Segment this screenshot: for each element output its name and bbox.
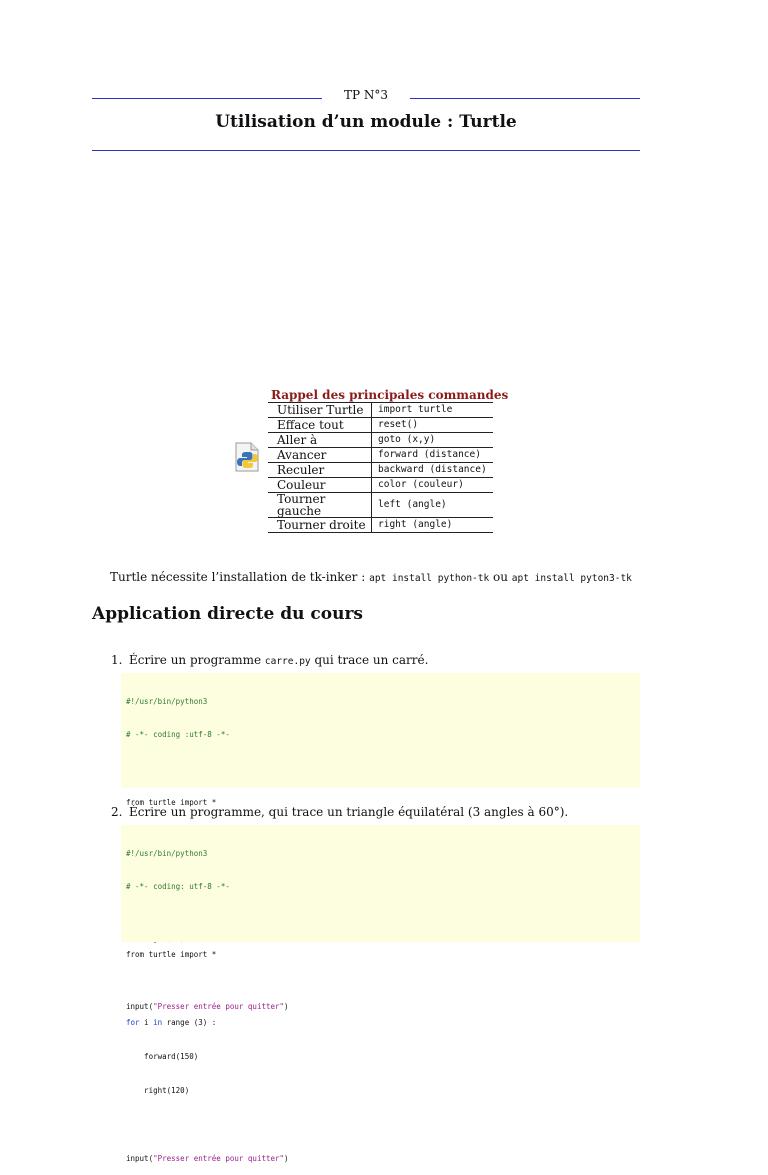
code-block-2 bbox=[121, 825, 640, 1163]
table-cell-label: Reculer bbox=[268, 463, 372, 478]
table-cell-command: goto (x,y) bbox=[372, 433, 494, 448]
code-line: for i in range (3) : bbox=[126, 1018, 217, 1028]
exercise-number: 2. bbox=[111, 805, 123, 819]
table-cell-command: forward (distance) bbox=[372, 448, 494, 463]
table-cell-label: Efface tout bbox=[268, 418, 372, 433]
table-cell-command: left (angle) bbox=[372, 493, 494, 518]
install-command-1: apt install python-tk bbox=[369, 573, 490, 584]
exercise-2-statement bbox=[111, 805, 568, 819]
code-line bbox=[126, 983, 640, 994]
exercise-text-end: qui trace un carré. bbox=[310, 653, 429, 667]
table-cell-label: Avancer bbox=[268, 448, 372, 463]
code-line bbox=[126, 915, 640, 926]
header-rule-right bbox=[410, 98, 640, 99]
table-row bbox=[268, 448, 493, 463]
code-line bbox=[126, 1119, 640, 1130]
tp-label: TP N°3 bbox=[343, 88, 389, 102]
code-line: input("Presser entrée pour quitter") bbox=[126, 1001, 289, 1011]
table-row bbox=[268, 463, 493, 478]
page-title: Utilisation d’un module : Turtle bbox=[215, 112, 517, 132]
table-cell-command: reset() bbox=[372, 418, 494, 433]
code-line bbox=[126, 763, 640, 774]
install-note-or: ou bbox=[489, 570, 512, 584]
table-row bbox=[268, 418, 493, 433]
exercise-filename: carre.py bbox=[264, 656, 311, 667]
table-cell-label: Tourner gauche bbox=[268, 493, 372, 518]
exercise-1-statement bbox=[111, 653, 428, 667]
table-cell-label: Utiliser Turtle bbox=[268, 403, 372, 418]
title-underline bbox=[92, 150, 640, 151]
table-cell-command: import turtle bbox=[372, 403, 494, 418]
exercise-text: Écrire un programme, qui trace un triangle équilatéral (3 angles à 60°). bbox=[129, 805, 569, 819]
code-line: # -*- coding :utf-8 -*- bbox=[126, 730, 230, 740]
commands-table bbox=[268, 402, 493, 533]
install-note bbox=[110, 570, 632, 584]
table-caption: Rappel des principales commandes bbox=[271, 388, 509, 402]
table-row bbox=[268, 403, 493, 418]
table-row bbox=[268, 518, 493, 533]
table-cell-label: Couleur bbox=[268, 478, 372, 493]
code-line: right(120) bbox=[126, 1085, 190, 1095]
code-line: #!/usr/bin/python3 bbox=[126, 696, 208, 706]
exercise-number: 1. bbox=[111, 653, 123, 667]
code-line: from turtle import * bbox=[126, 798, 217, 808]
table-cell-label: Tourner droite bbox=[268, 518, 372, 533]
exercise-text: Écrire un programme bbox=[129, 653, 265, 667]
python-file-icon bbox=[232, 442, 262, 472]
install-note-text: Turtle nécessite l’installation de tk-inker : bbox=[110, 570, 370, 584]
install-command-2: apt install pyton3-tk bbox=[511, 573, 632, 584]
table-cell-label: Aller à bbox=[268, 433, 372, 448]
table-row bbox=[268, 478, 493, 493]
table-row bbox=[268, 433, 493, 448]
code-line: # -*- coding: utf-8 -*- bbox=[126, 882, 230, 892]
code-line: from turtle import * bbox=[126, 950, 217, 960]
table-row bbox=[268, 493, 493, 518]
table-cell-command: right (angle) bbox=[372, 518, 494, 533]
table-cell-command: backward (distance) bbox=[372, 463, 494, 478]
code-line: #!/usr/bin/python3 bbox=[126, 848, 208, 858]
table-cell-command: color (couleur) bbox=[372, 478, 494, 493]
section-title: Application directe du cours bbox=[92, 604, 363, 624]
code-line: input("Presser entrée pour quitter") bbox=[126, 1153, 289, 1163]
header-rule-left bbox=[92, 98, 322, 99]
code-line: forward(150) bbox=[126, 1051, 199, 1061]
